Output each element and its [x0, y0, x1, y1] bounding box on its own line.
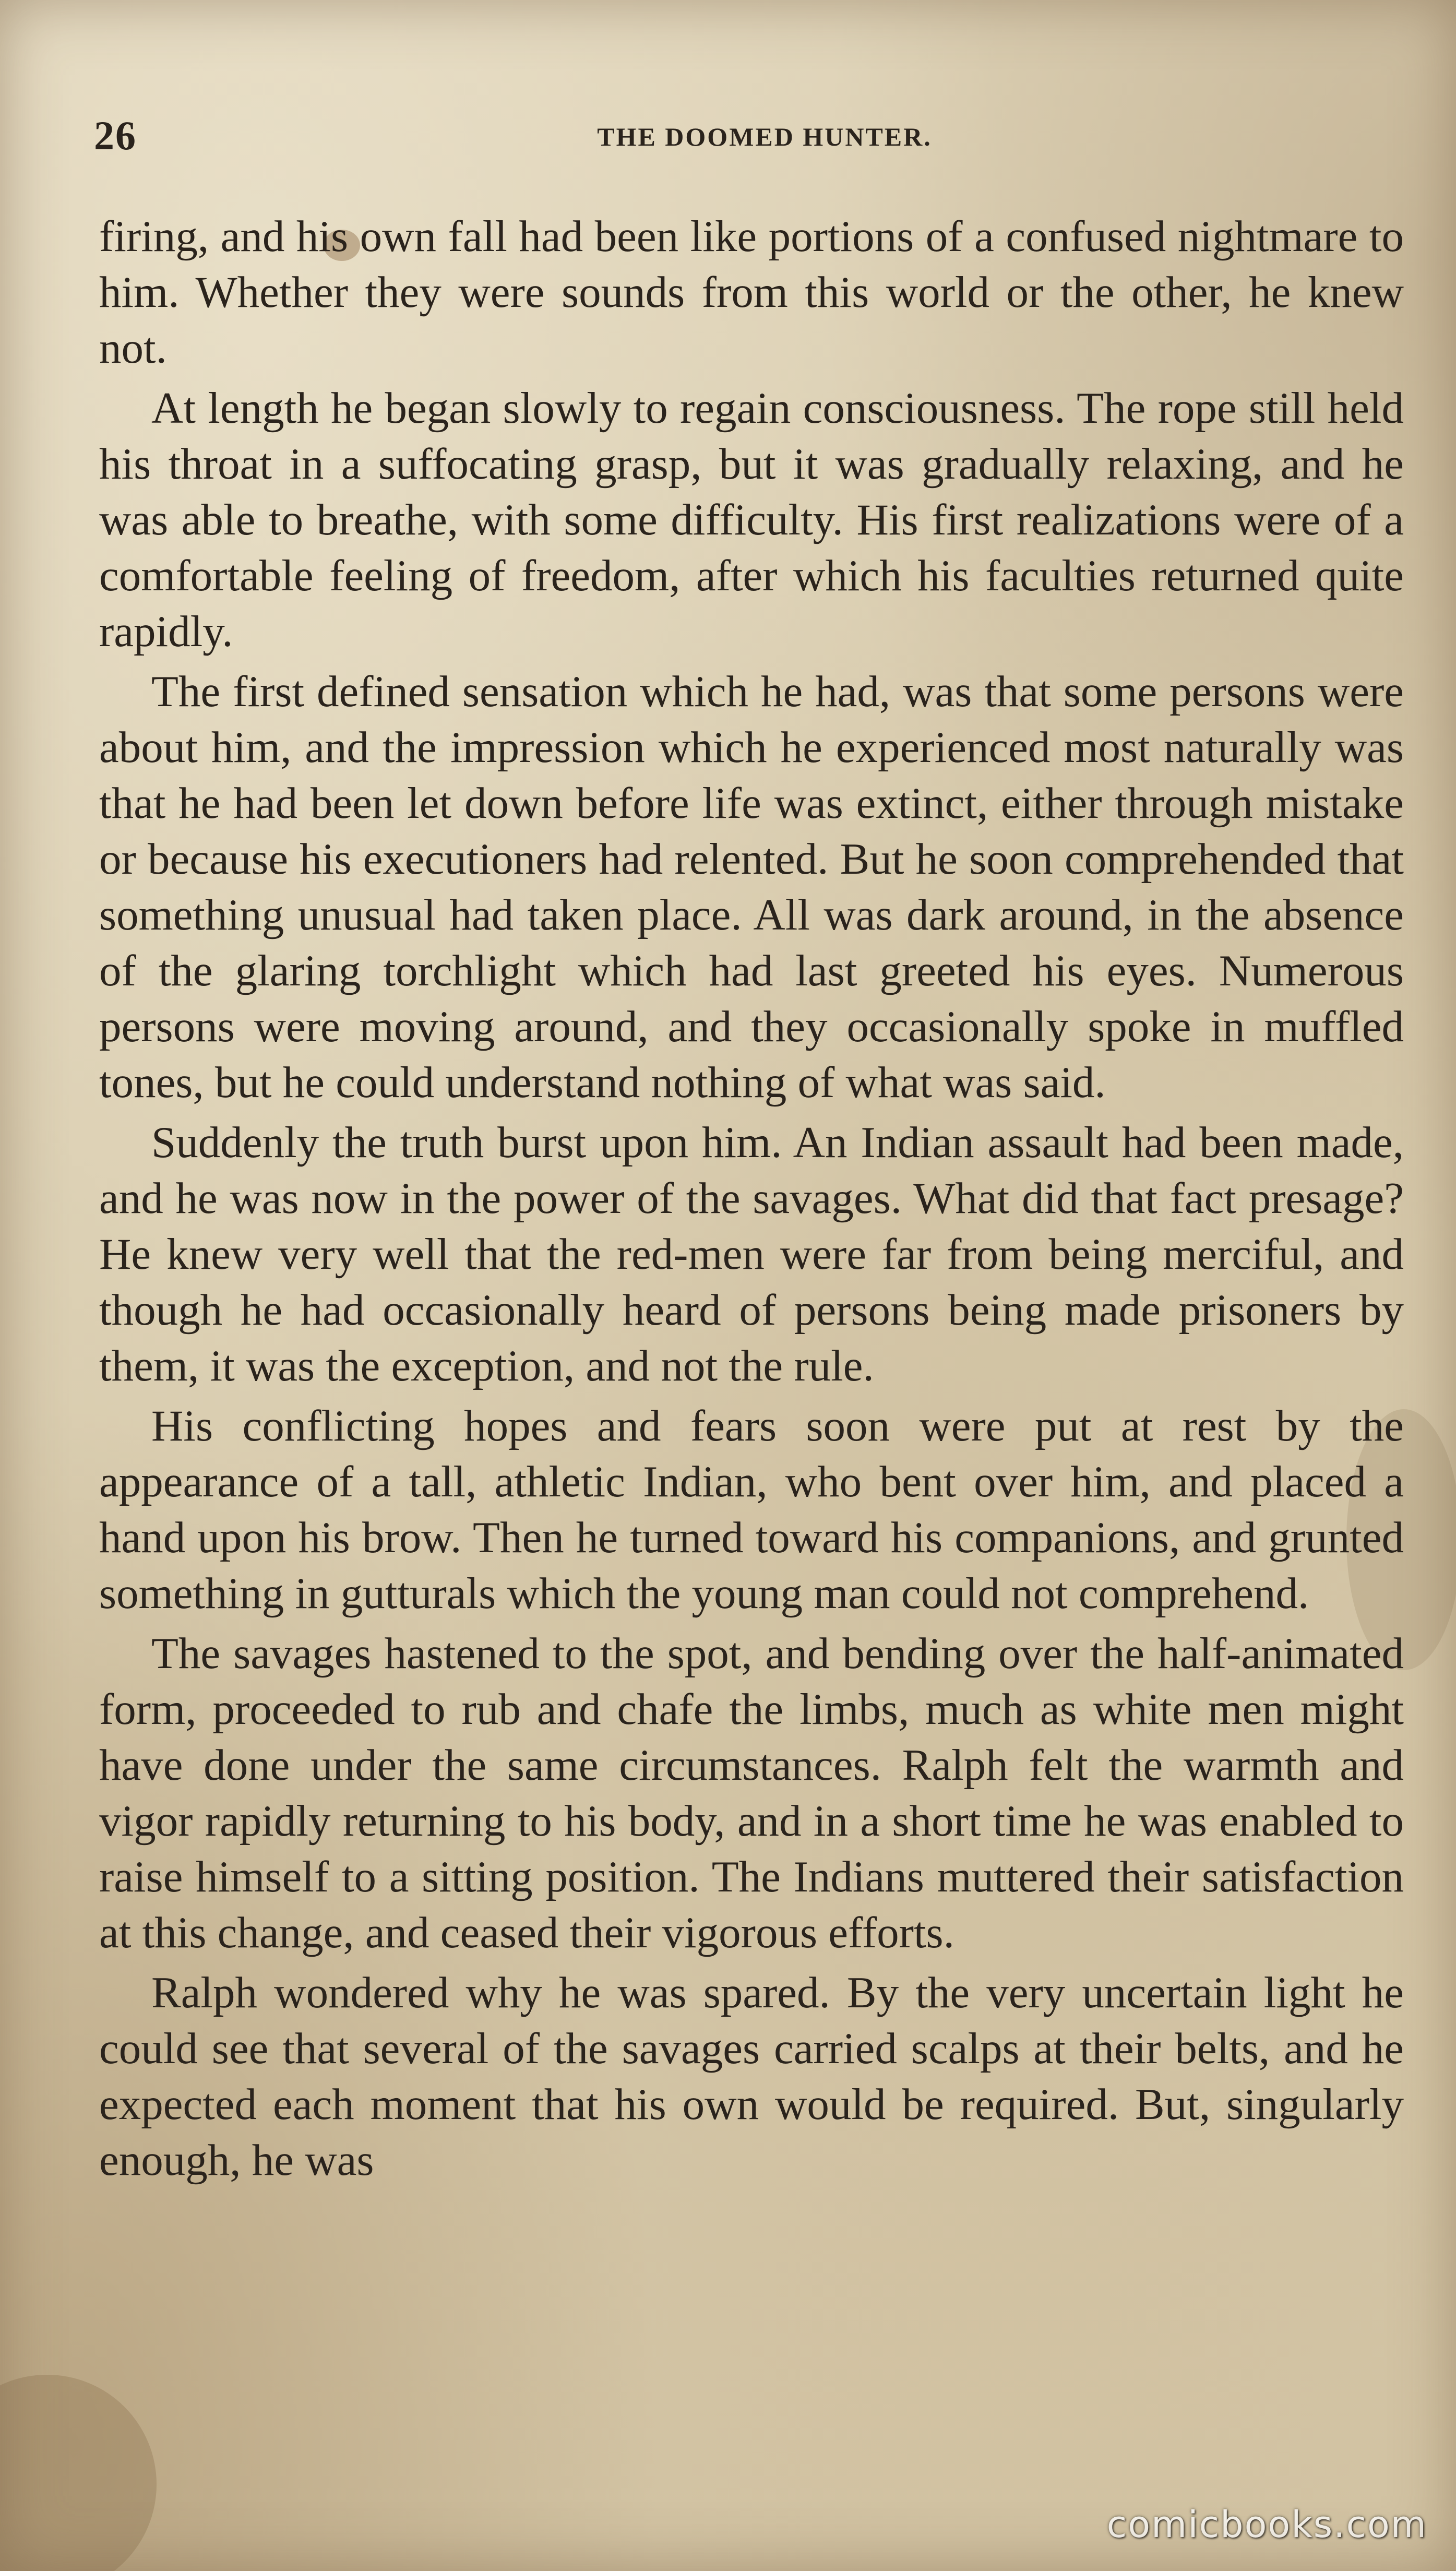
page-header [94, 112, 1404, 164]
running-head: THE DOOMED HUNTER. [597, 122, 932, 151]
body-text [99, 209, 1404, 2193]
paragraph: The savages hastened to the spot, and bending over the half-animated form, proceeded to rub and chafe the limbs, much as white men might have done under the same circumstances. Ralph felt the warmth and vigor rapidly returning to his body, and in a short time he was enabled to raise himself to a sitting position. The Indians muttered their satisfaction at this change, and ceased their vigorous efforts. [99, 1629, 1404, 1957]
paragraph: Ralph wondered why he was spared. By the very uncertain light he could see that several of the savages carried scalps at their belts, and he expected each moment that his own would be required. But, singularly enough, he was [99, 1968, 1404, 2185]
paragraph: firing, and his own fall had been like portions of a confused nightmare to him. Whether they were sounds from this world or the other, he knew not. [99, 212, 1404, 373]
paragraph: At length he began slowly to regain consciousness. The rope still held his throat in a suffocating grasp, but it was gradually relaxing, and he was able to breathe, with some difficulty. His first realizations were of a comfortable feeling of freedom, after which his faculties returned quite rapidly. [99, 384, 1404, 656]
paper-stain [0, 2375, 157, 2571]
paragraph: The first defined sensation which he had, was that some persons were about him, and the impression which he experienced most naturally was that he had been let down before life was extinct, either through mistake or because his executioners had relented. But he soon comprehended that something unusual had taken place. All was dark around, in the absence of the glaring torchlight which had last greeted his eyes. Numerous persons were moving around, and they occasionally spoke in muffled tones, but he could understand nothing of what was said. [99, 667, 1404, 1107]
paragraph: His conflicting hopes and fears soon were put at rest by the appearance of a tall, athletic Indian, who bent over him, and placed a hand upon his brow. Then he turned toward his companions, and grunted something in gutturals which the young man could not comprehend. [99, 1401, 1404, 1618]
page-number: 26 [94, 113, 137, 158]
watermark: comicbooks.com [1106, 2503, 1427, 2546]
paragraph: Suddenly the truth burst upon him. An Indian assault had been made, and he was now in the power of the savages. What did that fact presage? He knew very well that the red-men were far from being merciful, and though he had occasionally heard of persons being made prisoners by them, it was the exception, and not the rule. [99, 1118, 1404, 1390]
